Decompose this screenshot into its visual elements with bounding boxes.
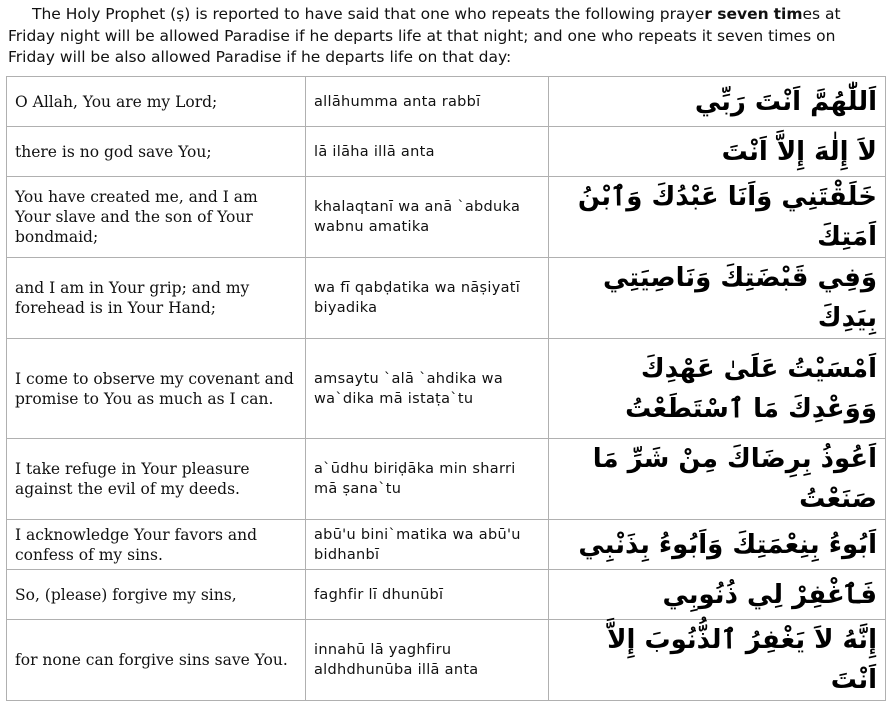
arabic-cell: اَبُوءُ بِنِعْمَتِكَ وَاَبُوءُ بِذَنْبِي bbox=[549, 520, 886, 570]
intro-bold-2: tim bbox=[773, 5, 803, 23]
transliteration-cell: amsaytu `alā `ahdika wa wa`dika mā istaṭa`tu bbox=[306, 339, 549, 439]
intro-text-1: The Holy Prophet (ṣ) is reported to have said that one who repeats the following praye bbox=[32, 5, 705, 23]
english-cell: there is no god save You; bbox=[7, 127, 306, 177]
table-row bbox=[7, 570, 886, 620]
english-cell: You have created me, and I am Your slave and the son of Your bondmaid; bbox=[7, 177, 306, 258]
transliteration-cell: abū'u bini`matika wa abū'u bidhanbī bbox=[306, 520, 549, 570]
arabic-cell: اَللّٰهُمَّ اَنْتَ رَبِّي bbox=[549, 77, 886, 127]
intro-text-2: es at Friday night will be allowed Paradise if he departs life at that night; and one who repeats it seven times on Friday will be also allowed Paradise if he departs life on that day: bbox=[8, 5, 841, 66]
english-cell: and I am in Your grip; and my forehead is in Your Hand; bbox=[7, 258, 306, 339]
table-row bbox=[7, 177, 886, 258]
table-row bbox=[7, 77, 886, 127]
table-row bbox=[7, 620, 886, 701]
intro-paragraph bbox=[8, 4, 884, 69]
table-row bbox=[7, 127, 886, 177]
arabic-cell: خَلَقْتَنِي وَاَنَا عَبْدُكَ وَٱبْنُ اَمَتِكَ bbox=[549, 177, 886, 258]
arabic-cell: اَمْسَيْتُ عَلَىٰ عَهْدِكَ وَوَعْدِكَ مَا ٱسْتَطَعْتُ bbox=[549, 339, 886, 439]
transliteration-cell: lā ilāha illā anta bbox=[306, 127, 549, 177]
table-row bbox=[7, 439, 886, 520]
transliteration-cell: allāhumma anta rabbī bbox=[306, 77, 549, 127]
table-row bbox=[7, 258, 886, 339]
english-cell: I acknowledge Your favors and confess of my sins. bbox=[7, 520, 306, 570]
arabic-cell: فَٱغْفِرْ لِي ذُنُوبِي bbox=[549, 570, 886, 620]
intro-bold-1: r seven bbox=[704, 5, 769, 23]
table-row bbox=[7, 339, 886, 439]
english-cell: I take refuge in Your pleasure against the evil of my deeds. bbox=[7, 439, 306, 520]
english-cell: for none can forgive sins save You. bbox=[7, 620, 306, 701]
english-cell: O Allah, You are my Lord; bbox=[7, 77, 306, 127]
transliteration-cell: innahū lā yaghfiru aldhdhunūba illā anta bbox=[306, 620, 549, 701]
arabic-cell: إِنَّهُ لاَ يَغْفِرُ ٱلذُّنُوبَ إِلاَّ اَنْتَ bbox=[549, 620, 886, 701]
table-row bbox=[7, 520, 886, 570]
arabic-cell: لاَ إِلٰهَ إِلاَّ اَنْتَ bbox=[549, 127, 886, 177]
arabic-cell: وَفِي قَبْضَتِكَ وَنَاصِيَتِي بِيَدِكَ bbox=[549, 258, 886, 339]
english-cell: I come to observe my covenant and promise to You as much as I can. bbox=[7, 339, 306, 439]
english-cell: So, (please) forgive my sins, bbox=[7, 570, 306, 620]
transliteration-cell: wa fī qabḍatika wa nāṣiyatī biyadika bbox=[306, 258, 549, 339]
supplication-table bbox=[6, 76, 886, 701]
transliteration-cell: faghfir lī dhunūbī bbox=[306, 570, 549, 620]
transliteration-cell: a`ūdhu biriḍāka min sharri mā ṣana`tu bbox=[306, 439, 549, 520]
transliteration-cell: khalaqtanī wa anā `abduka wabnu amatika bbox=[306, 177, 549, 258]
arabic-cell: اَعُوذُ بِرِضَاكَ مِنْ شَرِّ مَا صَنَعْتُ bbox=[549, 439, 886, 520]
